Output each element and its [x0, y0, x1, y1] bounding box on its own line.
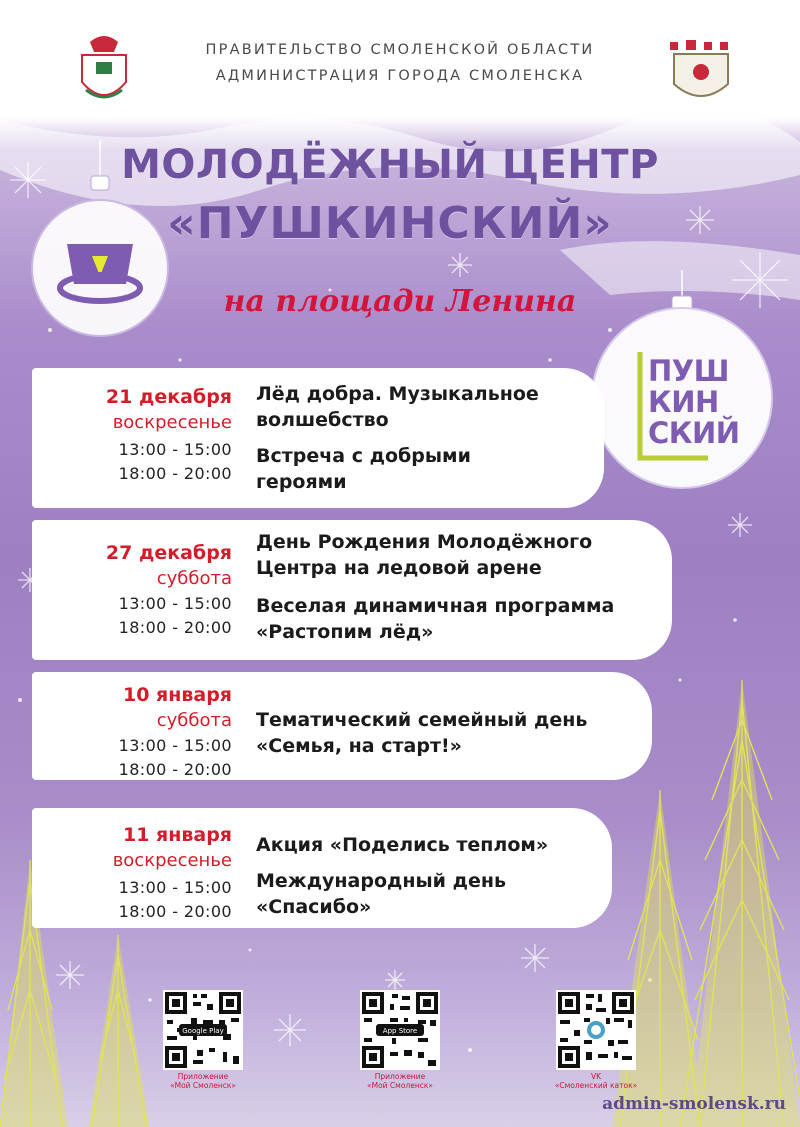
- event-weekday: суббота: [156, 568, 232, 589]
- qr-code-icon: [360, 990, 440, 1070]
- event-weekday: воскресенье: [112, 412, 232, 433]
- qr-caption-line: «Мой Смоленск»: [170, 1081, 236, 1090]
- pushkinsky-logo: [648, 356, 738, 449]
- qr-code-app-store[interactable]: [360, 990, 440, 1070]
- qr-code-icon: [163, 990, 243, 1070]
- qr-caption-line: «Смоленский каток»: [554, 1081, 638, 1090]
- event-date: 27 декабря: [105, 542, 232, 564]
- header: [0, 0, 800, 120]
- title-line-1: МОЛОДЁЖНЫЙ ЦЕНТР: [121, 142, 659, 188]
- event-time: 13:00 - 15:00: [118, 878, 232, 897]
- qr-code-icon: [556, 990, 636, 1070]
- qr-caption-line: Приложение: [177, 1072, 229, 1081]
- event-title: Встреча с добрыми героями: [256, 445, 471, 493]
- event-time: 18:00 - 20:00: [118, 464, 232, 483]
- event-title: Тематический семейный день «Семья, на старт!»: [256, 709, 588, 757]
- event-title: Лёд добра. Музыкальное волшебство: [256, 383, 539, 431]
- logo-line-1: ПУШ: [648, 354, 729, 388]
- event-time: 18:00 - 20:00: [118, 760, 232, 779]
- event-date: 10 января: [122, 684, 232, 706]
- qr-caption: [340, 1072, 460, 1090]
- event-title: Веселая динамичная программа «Растопим лёд»: [256, 595, 615, 643]
- event-date: 11 января: [122, 824, 232, 846]
- website-watermark: admin-smolensk.ru: [602, 1094, 786, 1114]
- event-weekday: воскресенье: [112, 850, 232, 871]
- header-government: ПРАВИТЕЛЬСТВО СМОЛЕНСКОЙ ОБЛАСТИ: [205, 42, 595, 58]
- event-weekday: суббота: [156, 710, 232, 731]
- logo-line-3: СКИЙ: [648, 416, 740, 450]
- title-line-2: «ПУШКИНСКИЙ»: [167, 198, 613, 249]
- event-time: 13:00 - 15:00: [118, 594, 232, 613]
- qr-caption-line: «Мой Смоленск»: [367, 1081, 433, 1090]
- qr-caption: [143, 1072, 263, 1090]
- event-time: 18:00 - 20:00: [118, 618, 232, 637]
- qr-code-vk[interactable]: [556, 990, 636, 1070]
- svg-text:App Store: App Store: [382, 1027, 418, 1035]
- header-administration: АДМИНИСТРАЦИЯ ГОРОДА СМОЛЕНСКА: [215, 68, 585, 84]
- subtitle: на площади Ленина: [223, 284, 577, 319]
- qr-code-google-play[interactable]: [163, 990, 243, 1070]
- event-title: День Рождения Молодёжного Центра на ледовой арене: [256, 531, 593, 579]
- event-time: 13:00 - 15:00: [118, 736, 232, 755]
- event-title: Акция «Поделись теплом»: [256, 834, 549, 856]
- event-title: Международный день «Спасибо»: [256, 870, 506, 918]
- event-date: 21 декабря: [105, 386, 232, 408]
- qr-caption: [536, 1072, 656, 1090]
- qr-caption-line: VK: [590, 1072, 602, 1081]
- event-time: 13:00 - 15:00: [118, 440, 232, 459]
- svg-text:Google Play: Google Play: [182, 1027, 224, 1035]
- qr-caption-line: Приложение: [374, 1072, 426, 1081]
- logo-line-2: КИН: [648, 385, 719, 419]
- event-time: 18:00 - 20:00: [118, 902, 232, 921]
